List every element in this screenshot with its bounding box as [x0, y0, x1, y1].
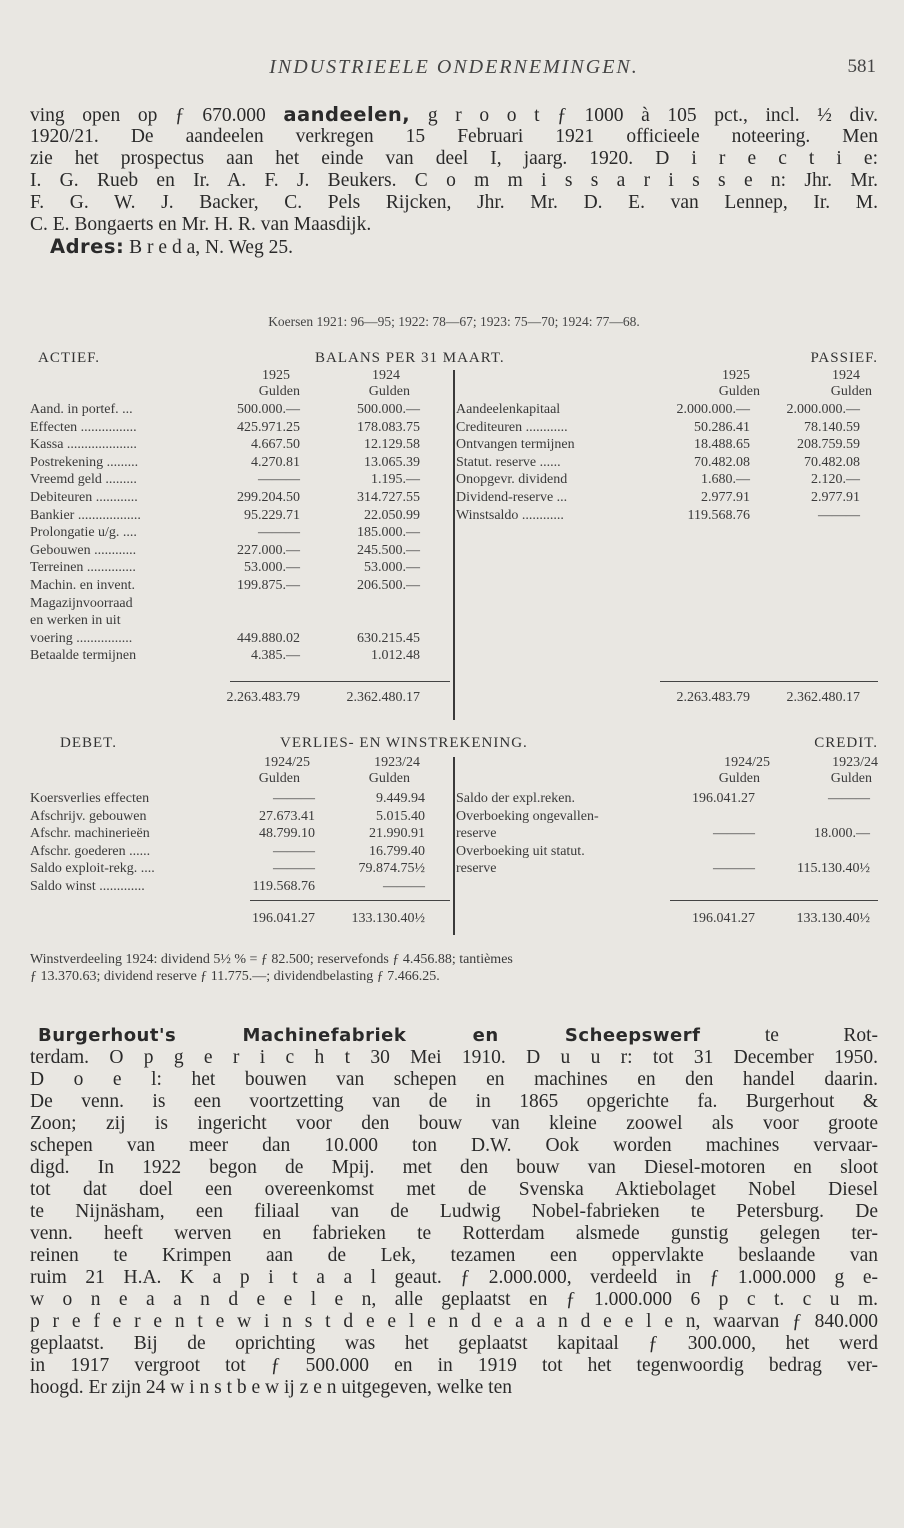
table-cell: 425.971.25: [237, 419, 300, 435]
company-line: w o n e a a n d e e l e n, alle geplaatst en ƒ 1.000.000 6 p c t. c u m.: [30, 1289, 878, 1310]
table-cell: 1.195.—: [371, 472, 420, 488]
table-cell: Postrekening .........: [30, 454, 139, 470]
table-cell: 206.500.—: [357, 578, 420, 593]
table-cell: ———: [258, 525, 300, 541]
company-paragraph: [30, 1025, 878, 1399]
company-line: De venn. is een voortzetting van de in 1865 opgerichte fa. Burgerhout &: [30, 1091, 878, 1112]
table-cell: Overboeking uit statut.: [456, 843, 585, 859]
table-cell: ———: [713, 826, 755, 842]
table-cell: 1.680.—: [701, 472, 750, 488]
table-cell: 2.977.91: [811, 490, 860, 505]
verlies-divider: [453, 757, 455, 935]
company-line: reinen te Krimpen aan de Lek, tezamen een oppervlakte beslaande van: [30, 1245, 878, 1266]
table-cell: ———: [273, 843, 315, 859]
actief-heading: ACTIEF.: [38, 350, 101, 366]
table-cell: 13.065.39: [364, 454, 420, 470]
winstverdeeling: [30, 952, 878, 986]
balans-table: [30, 350, 878, 720]
table-cell: 79.874.75½: [358, 861, 425, 877]
table-cell: 5.015.40: [376, 808, 425, 824]
credit-heading: CREDIT.: [814, 735, 878, 751]
table-cell: 119.568.76: [252, 879, 315, 894]
verlies-total-rule-left: [250, 900, 450, 901]
table-cell: reserve: [456, 826, 497, 842]
company-line-1: Burgerhout's Machinefabriek en Scheepswerf te Rot-: [38, 1025, 878, 1046]
company-line: Zoon; zij is ingericht voor den bouw van kleine zoowel als voor groote: [30, 1113, 878, 1134]
intro-paragraph: [30, 104, 878, 258]
intro-line-5: F. G. W. J. Backer, C. Pels Rijcken, Jhr. Mr. D. E. van Lennep, Ir. M.: [30, 192, 878, 213]
table-cell: Saldo der expl.reken.: [456, 791, 575, 806]
company-line: in 1917 vergroot tot ƒ 500.000 en in 1919 tot het tegenwoordig bedrag ver-: [30, 1355, 878, 1376]
company-line: p r e f e r e n t e w i n s t d e e l e n d e a a n d e e l e n, waarvan ƒ 840.000: [30, 1311, 878, 1332]
table-cell: 245.500.—: [357, 542, 420, 558]
passief-heading: PASSIEF.: [810, 350, 878, 366]
table-cell: 2.120.—: [811, 472, 860, 488]
table-cell: Kassa ....................: [30, 437, 137, 453]
table-cell: 4.385.—: [251, 648, 300, 664]
table-cell: 199.875.—: [237, 578, 300, 593]
table-cell: 48.799.10: [259, 826, 315, 842]
table-cell: 227.000.—: [237, 542, 300, 558]
table-cell: Terreinen ..............: [30, 560, 136, 576]
table-cell: ———: [828, 791, 870, 806]
balans-total-rule-right: [660, 681, 878, 682]
page-number: 581: [847, 56, 876, 77]
table-cell: Saldo winst .............: [30, 879, 145, 894]
table-cell: 1.012.48: [371, 648, 420, 664]
adres-value: B r e d a, N. Weg 25.: [129, 237, 293, 258]
verlies-total-row: 196.041.27 133.130.40½ 196.041.27 133.130.40½: [252, 911, 870, 926]
company-name: Burgerhout's Machinefabriek en Scheepswerf: [38, 1025, 701, 1046]
page-header: [30, 52, 878, 86]
table-cell: 18.000.—: [814, 826, 870, 842]
balans-unit-row: Gulden Gulden Gulden Gulden: [258, 384, 872, 399]
balans-heading: BALANS PER 31 MAART.: [315, 350, 505, 366]
table-cell: 78.140.59: [804, 419, 860, 435]
company-line: schepen van meer dan 10.000 ton D.W. Ook worden machines vervaar-: [30, 1135, 878, 1156]
table-cell: ———: [713, 861, 755, 877]
table-cell: Statut. reserve ......: [456, 454, 561, 470]
balans-total-rule-left: [230, 681, 450, 682]
intro-line-2: 1920/21. De aandeelen verkregen 15 Februari 1921 officieele noteering. Men: [30, 126, 878, 147]
table-cell: voering ................: [30, 630, 133, 646]
table-cell: 53.000.—: [244, 560, 300, 576]
table-cell: 53.000.—: [364, 560, 420, 576]
company-line: ruim 21 H.A. K a p i t a a l geaut. ƒ 2.000.000, verdeeld in ƒ 1.000.000 g e-: [30, 1267, 878, 1288]
table-cell: 4.667.50: [251, 437, 300, 453]
table-cell: 2.977.91: [701, 490, 750, 505]
table-cell: Bankier ..................: [30, 507, 141, 523]
table-cell: Winstsaldo ............: [456, 507, 564, 523]
company-line: tot dat doel een overeenkomst met de Svenska Aktiebolaget Nobel Diesel: [30, 1179, 878, 1200]
table-cell: Aand. in portef. ...: [30, 402, 133, 417]
table-cell: ———: [818, 507, 860, 523]
table-cell: Prolongatie u/g. ....: [30, 525, 137, 541]
table-cell: Ontvangen termijnen: [456, 437, 575, 453]
table-cell: en werken in uit: [30, 613, 121, 629]
table-cell: 70.482.08: [804, 454, 860, 470]
table-cell: Aandeelenkapitaal: [456, 402, 561, 417]
table-cell: 4.270.81: [251, 454, 300, 470]
aandeelen-bold: aandeelen,: [283, 104, 411, 126]
table-cell: reserve: [456, 861, 497, 877]
table-cell: Overboeking ongevallen-: [456, 808, 599, 824]
table-cell: 21.990.91: [369, 826, 425, 842]
balans-year-row: 1925 1924 1925 1924: [262, 368, 860, 383]
running-title: INDUSTRIEELE ONDERNEMINGEN.: [269, 56, 639, 78]
table-cell: Vreemd geld .........: [30, 472, 137, 488]
winstverdeeling-line-2: ƒ 13.370.63; dividend reserve ƒ 11.775.—; dividendbelasting ƒ 7.466.25.: [30, 969, 440, 984]
company-line: terdam. O p g e r i c h t 30 Mei 1910. D u u r: tot 31 December 1950.: [30, 1047, 878, 1068]
adres-label: Adres:: [50, 236, 125, 258]
table-cell: 22.050.99: [364, 507, 420, 523]
table-cell: 95.229.71: [244, 507, 300, 523]
table-cell: 12.129.58: [364, 437, 420, 453]
company-line: geplaatst. Bij de oprichting was het geplaatst kapitaal ƒ 300.000, het werd: [30, 1333, 878, 1354]
table-cell: ———: [273, 791, 315, 806]
table-cell: 449.880.02: [237, 630, 300, 646]
table-cell: Afschrijv. gebouwen: [30, 808, 147, 824]
table-cell: 299.204.50: [237, 490, 300, 505]
table-cell: 16.799.40: [369, 843, 425, 859]
table-cell: 50.286.41: [694, 419, 750, 435]
table-cell: 208.759.59: [797, 437, 860, 453]
table-cell: 630.215.45: [357, 630, 420, 646]
intro-line-4: I. G. Rueb en Ir. A. F. J. Beukers. C o m m i s s a r i s s e n: Jhr. Mr.: [30, 170, 878, 191]
table-cell: 27.673.41: [259, 808, 315, 824]
table-cell: 18.488.65: [694, 437, 750, 453]
verlies-winst-table: [30, 735, 878, 935]
debet-heading: DEBET.: [60, 735, 117, 751]
koersen-line: Koersen 1921: 96—95; 1922: 78—67; 1923: 75—70; 1924: 77—68.: [268, 314, 640, 329]
balans-total-row: 2.263.483.79 2.362.480.17 2.263.483.79 2.362.480.17: [226, 690, 860, 705]
table-cell: 500.000.—: [237, 402, 300, 417]
table-cell: Effecten ................: [30, 419, 137, 435]
table-cell: 2.000.000.—: [786, 402, 860, 417]
table-cell: 2.000.000.—: [676, 402, 750, 417]
table-cell: Gebouwen ............: [30, 542, 137, 558]
balans-divider: [453, 370, 455, 720]
table-cell: Onopgevr. dividend: [456, 472, 568, 488]
verlies-year-row: 1924/25 1923/24 1924/25 1923/24: [264, 755, 878, 770]
table-cell: 196.041.27: [692, 791, 755, 806]
company-line: venn. heeft werven en fabrieken te Rotterdam alsmede gunstig gelegen ter-: [30, 1223, 878, 1244]
intro-line-6: C. E. Bongaerts en Mr. H. R. van Maasdijk.: [30, 214, 372, 235]
table-cell: ———: [258, 472, 300, 488]
table-cell: ———: [383, 879, 425, 894]
table-cell: 115.130.40½: [797, 861, 870, 877]
company-line: te Nijnäsham, een filiaal van de Ludwig Nobel-fabrieken te Petersburg. De: [30, 1201, 878, 1222]
table-cell: 185.000.—: [357, 525, 420, 541]
table-cell: Debiteuren ............: [30, 490, 138, 505]
table-cell: 9.449.94: [376, 791, 425, 806]
verlies-total-rule-right: [670, 900, 878, 901]
table-cell: 178.083.75: [357, 419, 420, 435]
table-cell: 500.000.—: [357, 402, 420, 417]
table-cell: Koersverlies effecten: [30, 791, 150, 806]
table-cell: Magazijnvoorraad: [30, 595, 133, 611]
intro-line-3: zie het prospectus aan het einde van deel I, jaarg. 1920. D i r e c t i e:: [30, 148, 878, 169]
adres-line: [30, 236, 878, 258]
table-cell: 119.568.76: [687, 507, 750, 523]
company-line: hoogd. Er zijn 24 w i n s t b e w ij z e n uitgegeven, welke ten: [30, 1377, 512, 1398]
table-cell: Saldo exploit-rekg. ....: [30, 861, 155, 877]
verlies-unit-row: Gulden Gulden Gulden Gulden: [258, 771, 872, 786]
company-line: digd. In 1922 begon de Mpij. met den bouw van Diesel-motoren en sloot: [30, 1157, 878, 1178]
table-cell: Crediteuren ............: [456, 419, 568, 435]
table-cell: Afschr. goederen ......: [30, 843, 151, 859]
table-cell: Betaalde termijnen: [30, 648, 137, 664]
company-line: D o e l: het bouwen van schepen en machines en den handel daarin.: [30, 1069, 878, 1090]
table-cell: Dividend-reserve ...: [456, 490, 568, 505]
verlies-heading: VERLIES- EN WINSTREKENING.: [280, 735, 528, 751]
table-cell: Machin. en invent.: [30, 578, 135, 593]
intro-line-1: ving open op ƒ 670.000 aandeelen, g r o o t ƒ 1000 à 105 pct., incl. ½ div.: [30, 104, 878, 126]
table-cell: ———: [273, 861, 315, 877]
winstverdeeling-line-1: Winstverdeeling 1924: dividend 5½ % = ƒ 82.500; reservefonds ƒ 4.456.88; tantièmes: [30, 952, 513, 967]
table-cell: 314.727.55: [357, 490, 420, 505]
table-cell: 70.482.08: [694, 454, 750, 470]
table-cell: Afschr. machinerieën: [30, 826, 150, 842]
